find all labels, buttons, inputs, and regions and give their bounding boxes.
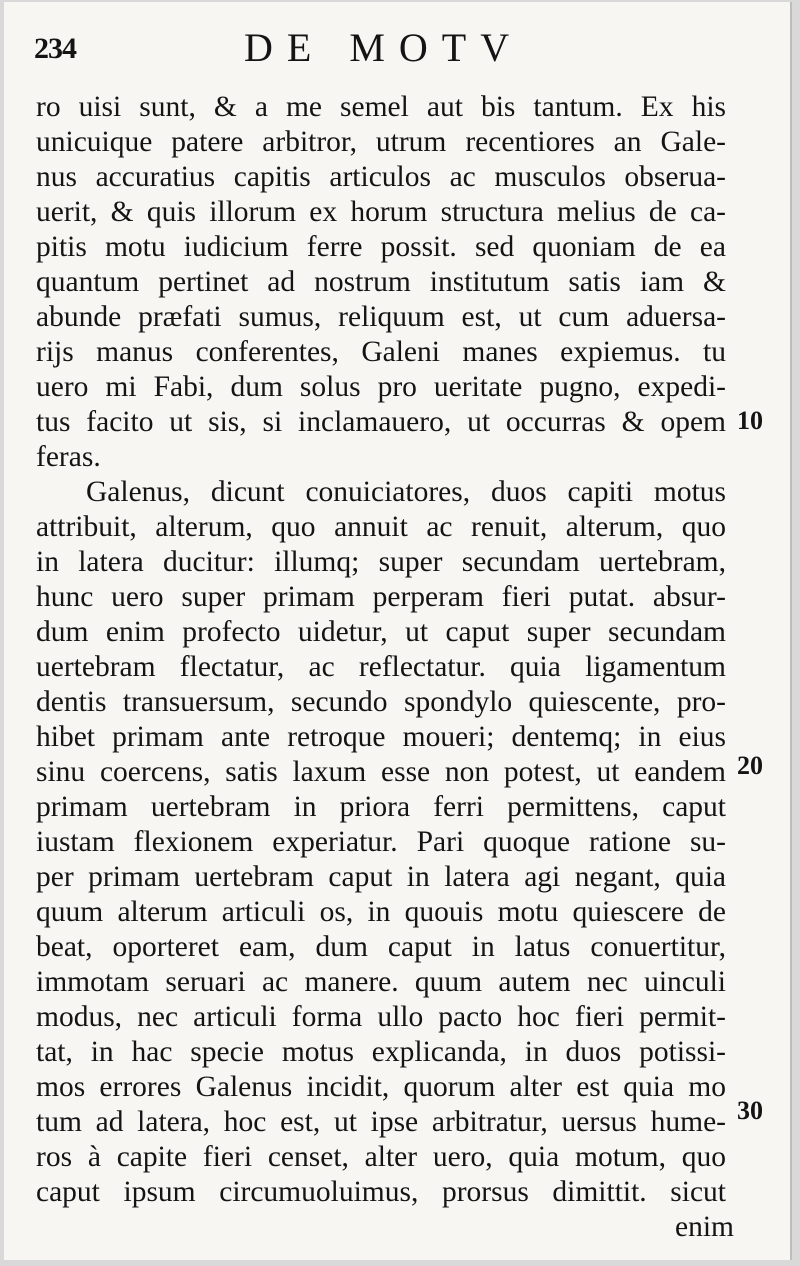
text-line: uero mi Fabi, dum solus pro ueritate pugno, expedi- <box>36 371 726 403</box>
text-line: unicuique patere arbitror, utrum recentiores an Gale- <box>36 126 726 158</box>
text-line: nus accuratius capitis articulos ac musculos obserua- <box>36 161 726 193</box>
text-line: quantum pertinet ad nostrum institutum satis iam & <box>36 266 726 298</box>
text-line: attribuit, alterum, quo annuit ac renuit, alterum, quo <box>36 511 726 543</box>
text-line: rijs manus conferentes, Galeni manes expiemus. tu <box>36 336 726 368</box>
text-line: ros à capite fieri censet, alter uero, quia motum, quo <box>36 1141 726 1173</box>
text-line: beat, oporteret eam, dum caput in latus conuertitur, <box>36 931 726 963</box>
text-line: caput ipsum circumuoluimus, prorsus dimittit. sicut <box>36 1176 726 1208</box>
text-line: tat, in hac specie motus explicanda, in duos potissi- <box>36 1036 726 1068</box>
text-line: mos errores Galenus incidit, quorum alter est quia mo <box>36 1071 726 1103</box>
paragraph-first-line: Galenus, dicunt conuiciatores, duos capiti motus <box>86 476 726 508</box>
running-head: DE MOTV <box>244 25 524 70</box>
text-line: sinu coercens, satis laxum esse non potest, ut eandem <box>36 756 726 788</box>
book-page <box>4 2 790 1260</box>
text-line: uertebram flectatur, ac reflectatur. quia ligamentum <box>36 651 726 683</box>
margin-line-number: 20 <box>737 751 763 780</box>
text-line: quum alterum articuli os, in quouis motu quiescere de <box>36 896 726 928</box>
margin-line-number: 10 <box>737 406 763 435</box>
text-line: modus, nec articuli forma ullo pacto hoc fieri permit- <box>36 1001 726 1033</box>
text-line: per primam uertebram caput in latera agi negant, quia <box>36 861 726 893</box>
text-line: dentis transuersum, secundo spondylo quiescente, pro- <box>36 686 726 718</box>
text-line: tus facito ut sis, si inclamauero, ut occurras & opem <box>36 406 726 438</box>
text-line: tum ad latera, hoc est, ut ipse arbitratur, uersus hume- <box>36 1106 726 1138</box>
text-line: dum enim profecto uidetur, ut caput super secundam <box>36 616 726 648</box>
text-line: primam uertebram in priora ferri permittens, caput <box>36 791 726 823</box>
text-line: immotam seruari ac manere. quum autem nec uinculi <box>36 966 726 998</box>
catchword: enim <box>675 1211 734 1243</box>
margin-line-number: 30 <box>737 1096 763 1125</box>
text-line: abunde præfati sumus, reliquum est, ut cum aduersa- <box>36 301 726 333</box>
text-line: in latera ducitur: illumq; super secundam uertebram, <box>36 546 726 578</box>
text-line: ro uisi sunt, & a me semel aut bis tantum. Ex his <box>36 91 726 123</box>
text-line: pitis motu iudicium ferre possit. sed quoniam de ea <box>36 231 726 263</box>
text-line: hunc uero super primam perperam fieri putat. absur- <box>36 581 726 613</box>
text-line: hibet primam ante retroque moueri; dentemq; in eius <box>36 721 726 753</box>
text-line: uerit, & quis illorum ex horum structura melius de ca- <box>36 196 726 228</box>
page-number: 234 <box>34 32 76 65</box>
text-line: iustam flexionem experiatur. Pari quoque ratione su- <box>36 826 726 858</box>
body-text <box>4 2 790 1260</box>
text-line: feras. <box>36 441 101 473</box>
